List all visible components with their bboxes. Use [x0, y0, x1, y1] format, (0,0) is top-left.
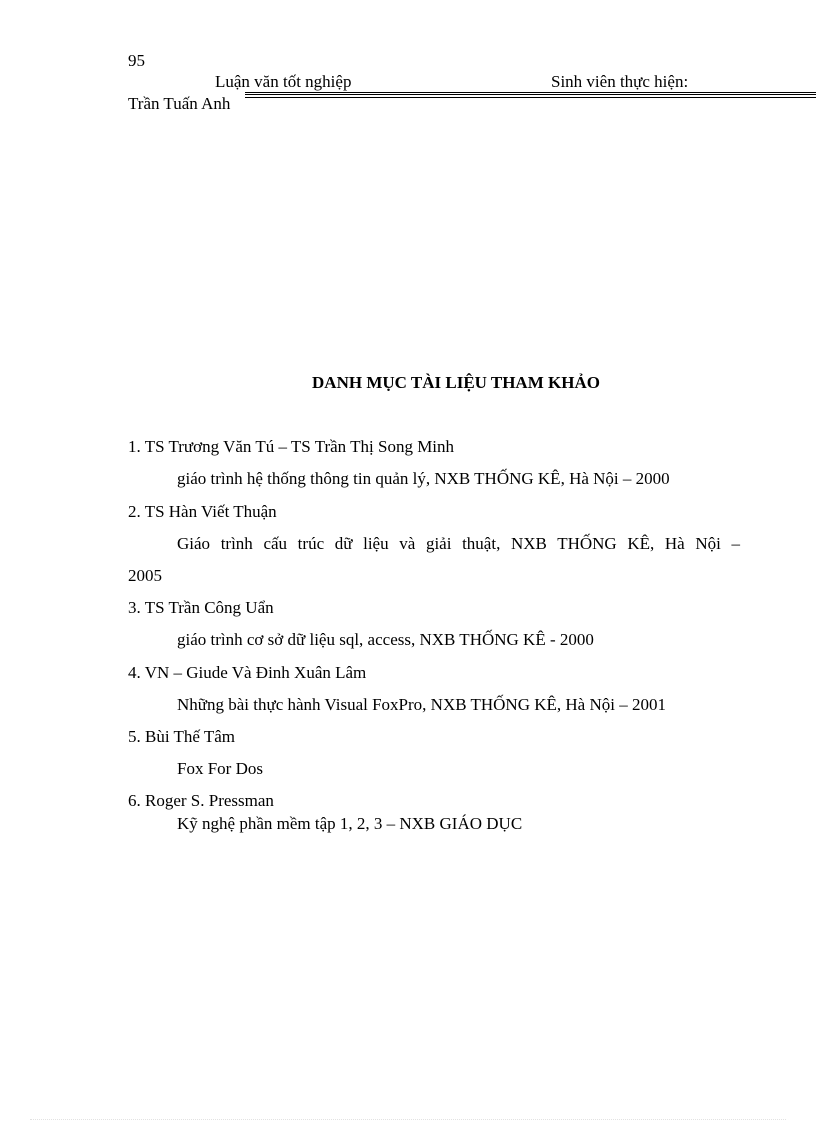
reference-author: 2. TS Hàn Viết Thuận: [128, 502, 277, 521]
reference-author: 5. Bùi Thế Tâm: [128, 727, 236, 746]
reference-detail: Kỹ nghệ phần mềm tập 1, 2, 3 – NXB GIÁO DỤC: [177, 814, 523, 833]
page-number: 95: [128, 51, 145, 70]
reference-author: 4. VN – Giude Và Đinh Xuân Lâm: [128, 663, 367, 682]
reference-detail: Fox For Dos: [177, 759, 263, 778]
reference-detail: Những bài thực hành Visual FoxPro, NXB THỐNG KÊ, Hà Nội – 2001: [177, 695, 666, 714]
header-rule: [245, 97, 816, 98]
reference-detail: giáo trình cơ sở dữ liệu sql, access, NXB THỐNG KÊ - 2000: [177, 630, 594, 649]
reference-detail: Giáo trình cấu trúc dữ liệu và giải thuật, NXB THỐNG KÊ, Hà Nội –: [177, 534, 740, 553]
header-author-name: Trần Tuấn Anh: [128, 94, 231, 113]
reference-detail: giáo trình hệ thống thông tin quản lý, NXB THỐNG KÊ, Hà Nội – 2000: [177, 469, 670, 488]
header-rule: [245, 94, 816, 95]
header-rule: [245, 92, 816, 93]
reference-author: 1. TS Trương Văn Tú – TS Trần Thị Song Minh: [128, 437, 455, 456]
header-thesis-label: Luận văn tốt nghiệp: [215, 72, 352, 91]
reference-detail-continued: 2005: [128, 566, 162, 585]
header-student-label: Sinh viên thực hiện:: [551, 72, 689, 91]
reference-author: 3. TS Trần Công Uẩn: [128, 598, 274, 617]
reference-author: 6. Roger S. Pressman: [128, 791, 274, 810]
section-title: DANH MỤC TÀI LIỆU THAM KHẢO: [312, 373, 600, 392]
page-bottom-divider: [30, 1119, 786, 1120]
